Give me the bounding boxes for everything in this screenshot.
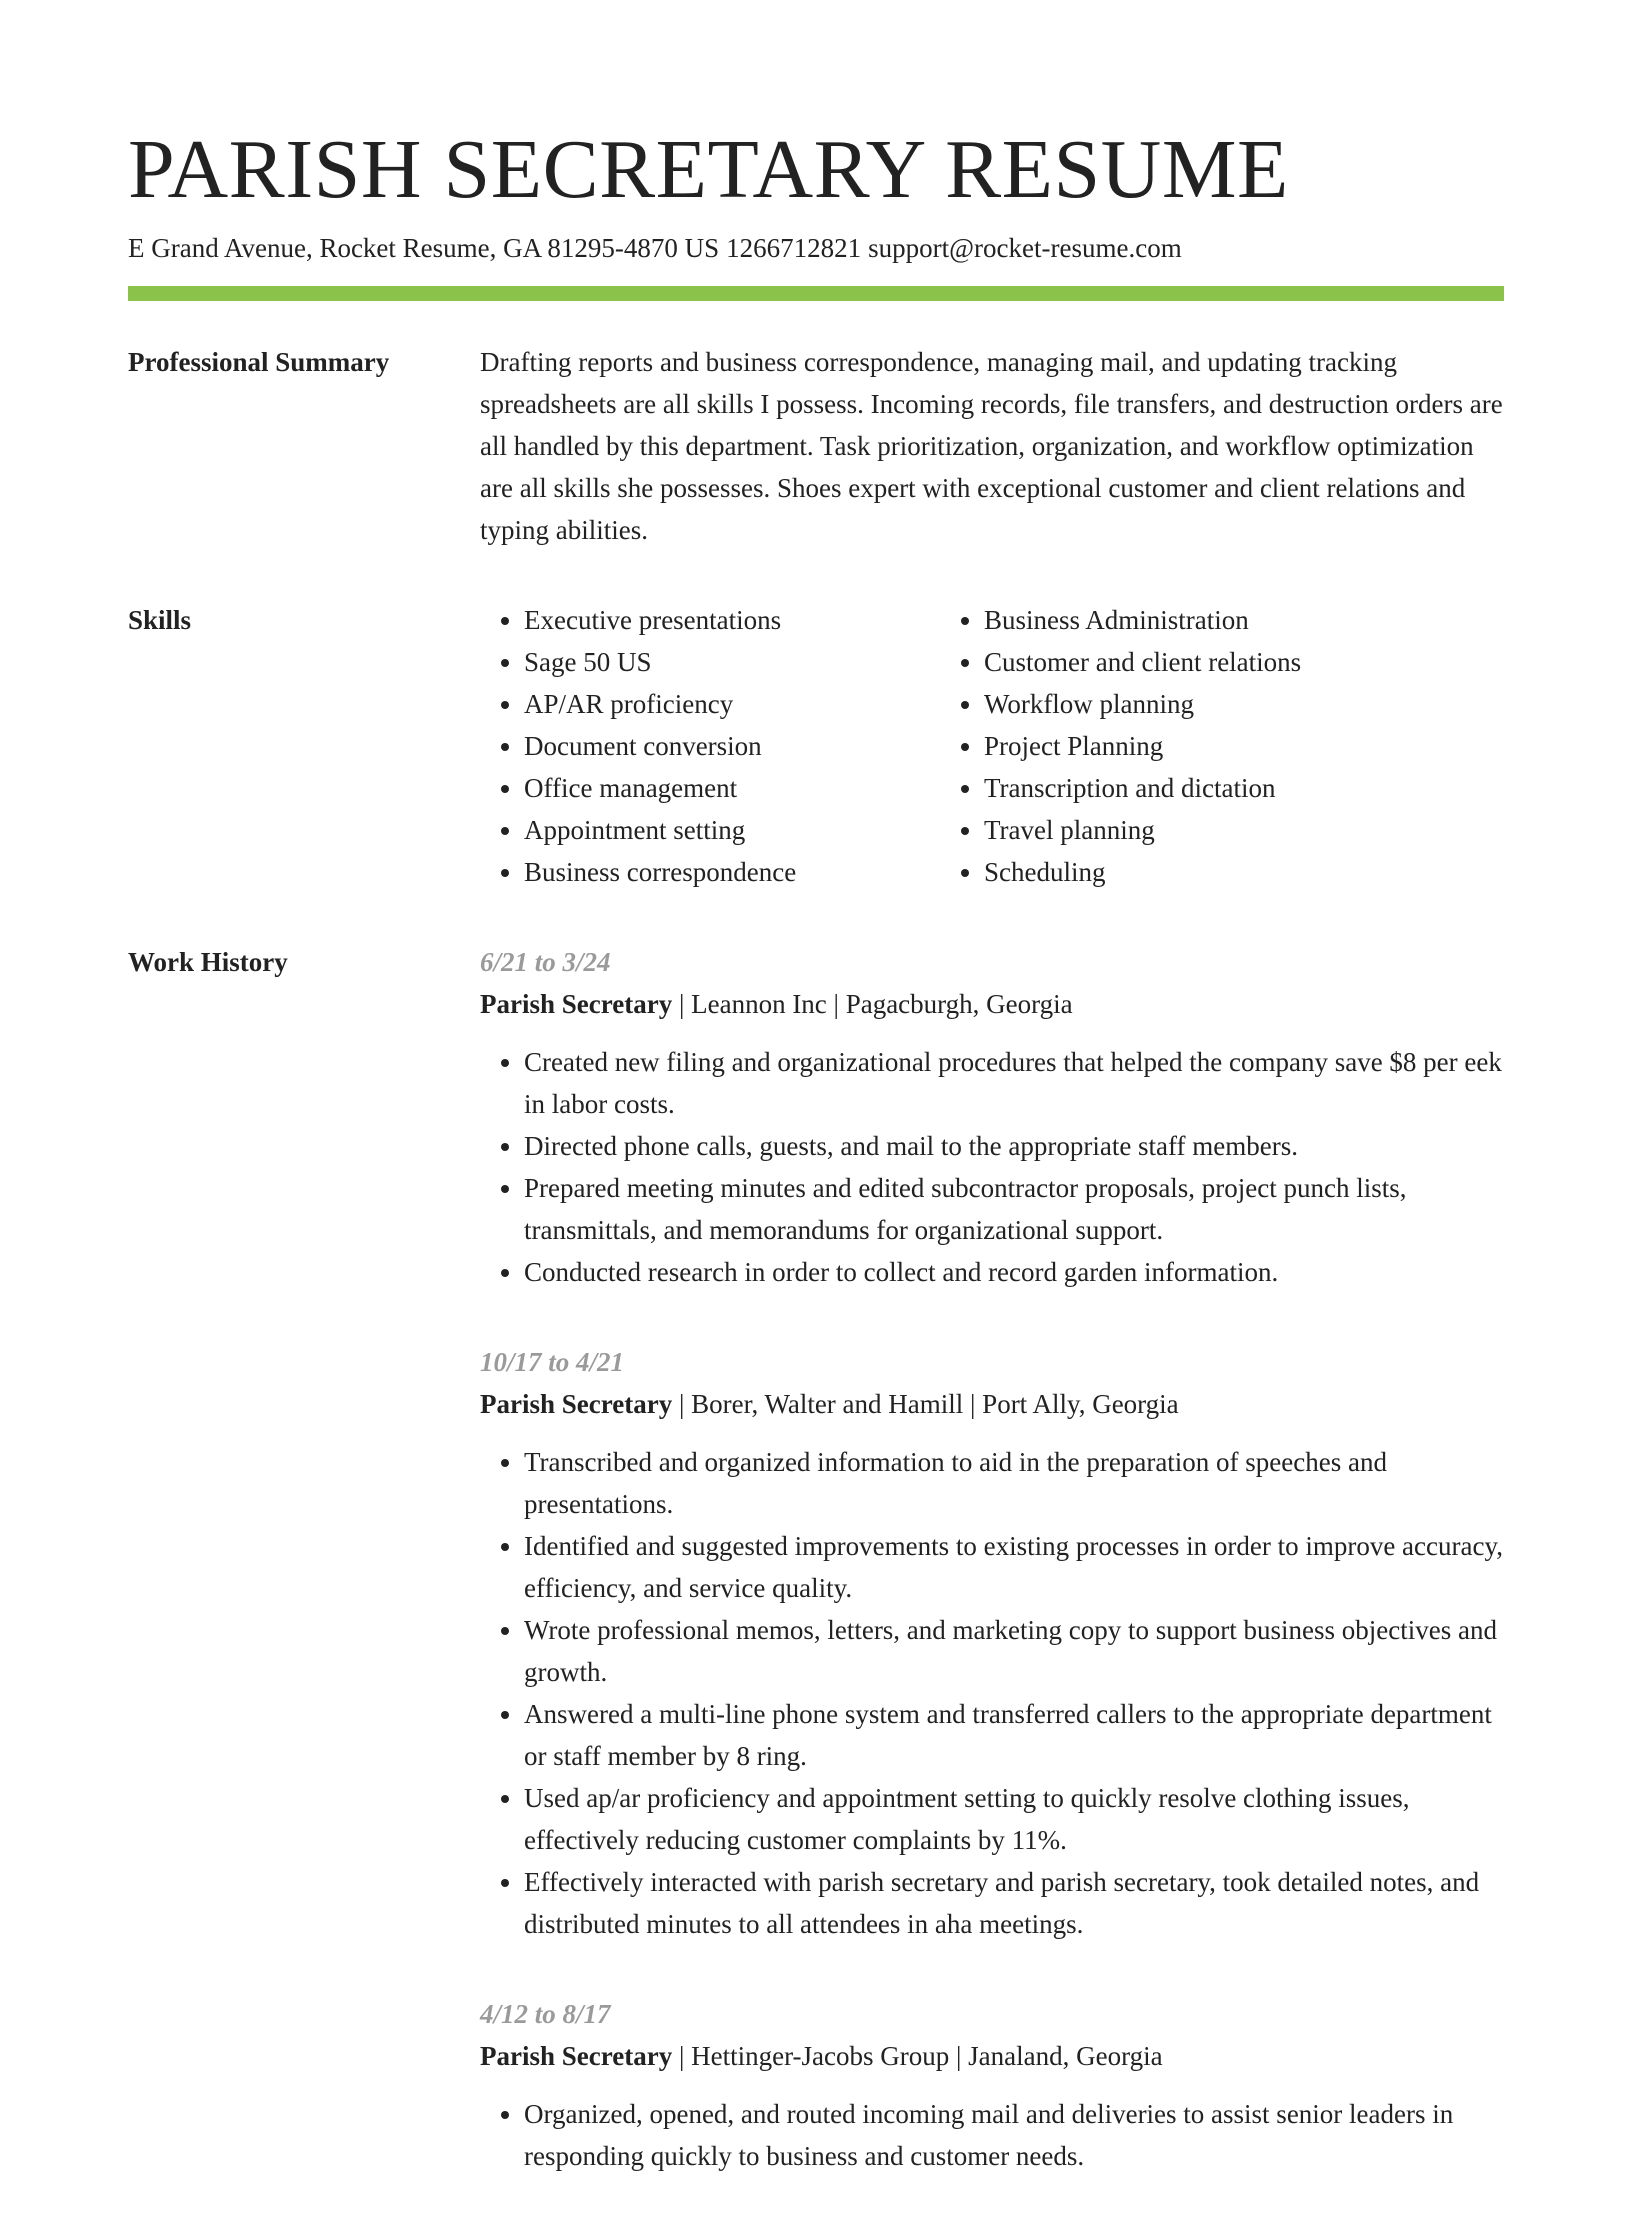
job-title: Parish Secretary: [480, 1389, 673, 1419]
job-bullet: • Created new filing and organizational procedures that helped the company save $8 per eek in labor costs.: [524, 1041, 1504, 1125]
skill-item: • Office management: [524, 767, 940, 809]
job-bullet: • Prepared meeting minutes and edited subcontractor proposals, project punch lists, transmittals, and memorandums for organizational support.: [524, 1167, 1504, 1251]
skill-item: • Travel planning: [984, 809, 1504, 851]
skill-item: • Executive presentations: [524, 599, 940, 641]
skills-heading: Skills: [128, 605, 192, 635]
job-title: Parish Secretary: [480, 2041, 673, 2071]
job-bullet: • Conducted research in order to collect and record garden information.: [524, 1251, 1504, 1293]
job-entry: [480, 941, 1504, 1293]
skill-item: • Scheduling: [984, 851, 1504, 893]
job-bullets: [480, 1041, 1504, 1293]
job-bullet: • Used ap/ar proficiency and appointment setting to quickly resolve clothing issues, effectively reducing customer complaints by 11%.: [524, 1777, 1504, 1861]
job-bullet: • Transcribed and organized information to aid in the preparation of speeches and presentations.: [524, 1441, 1504, 1525]
header-divider: [128, 286, 1504, 301]
contact-email: support@rocket-resume.com: [868, 233, 1182, 263]
skill-item: • Project Planning: [984, 725, 1504, 767]
skill-item: • Business correspondence: [524, 851, 940, 893]
job-entry: [480, 1341, 1504, 1945]
skill-item: • Customer and client relations: [984, 641, 1504, 683]
job-details: | Borer, Walter and Hamill | Port Ally, Georgia: [672, 1389, 1179, 1419]
job-title: Parish Secretary: [480, 989, 673, 1019]
contact-line: [128, 230, 1504, 266]
work-history-heading: Work History: [128, 947, 288, 977]
skill-item: • Transcription and dictation: [984, 767, 1504, 809]
skill-item: • Sage 50 US: [524, 641, 940, 683]
job-details: | Leannon Inc | Pagacburgh, Georgia: [672, 989, 1073, 1019]
contact-address: E Grand Avenue, Rocket Resume, GA 81295-4870 US: [128, 233, 720, 263]
job-bullet: • Organized, opened, and routed incoming mail and deliveries to assist senior leaders in responding quickly to business and customer needs.: [524, 2093, 1504, 2177]
job-dates: 10/17 to 4/21: [480, 1347, 625, 1377]
job-details: | Hettinger-Jacobs Group | Janaland, Georgia: [672, 2041, 1163, 2071]
skill-item: • AP/AR proficiency: [524, 683, 940, 725]
summary-heading: Professional Summary: [128, 347, 390, 377]
job-entry: [480, 1993, 1504, 2177]
skill-item: • Workflow planning: [984, 683, 1504, 725]
job-dates: 4/12 to 8/17: [480, 1999, 611, 2029]
skill-item: • Document conversion: [524, 725, 940, 767]
contact-phone: 1266712821: [726, 233, 862, 263]
page-title: PARISH SECRETARY RESUME: [128, 123, 1289, 216]
skills-section: [128, 599, 1504, 893]
job-bullets: [480, 2093, 1504, 2177]
skill-item: • Business Administration: [984, 599, 1504, 641]
job-dates: 6/21 to 3/24: [480, 947, 611, 977]
job-bullet: • Effectively interacted with parish secretary and parish secretary, took detailed notes, and distributed minutes to all attendees in aha meetings.: [524, 1861, 1504, 1945]
job-bullet: • Wrote professional memos, letters, and marketing copy to support business objectives and growth.: [524, 1609, 1504, 1693]
job-bullet: • Identified and suggested improvements to existing processes in order to improve accuracy, efficiency, and service quality.: [524, 1525, 1504, 1609]
skill-item: • Appointment setting: [524, 809, 940, 851]
summary-text: Drafting reports and business correspondence, managing mail, and updating tracking spreadsheets are all skills I possess. Incoming records, file transfers, and destruction orders are all handled by this department. Task prioritization, organization, and workflow optimization are all skills she possesses. Shoes expert with exceptional customer and client relations and typing abilities.: [480, 347, 1503, 545]
work-history-section: [128, 941, 1504, 2225]
job-bullet: • Directed phone calls, guests, and mail to the appropriate staff members.: [524, 1125, 1504, 1167]
job-title-line: [480, 983, 1504, 1025]
job-bullets: [480, 1441, 1504, 1945]
skills-list-right: [940, 599, 1504, 893]
summary-section: [128, 341, 1504, 551]
job-title-line: [480, 2035, 1504, 2077]
skills-list-left: [480, 599, 940, 893]
job-bullet: • Answered a multi-line phone system and transferred callers to the appropriate department or staff member by 8 ring.: [524, 1693, 1504, 1777]
job-title-line: [480, 1383, 1504, 1425]
